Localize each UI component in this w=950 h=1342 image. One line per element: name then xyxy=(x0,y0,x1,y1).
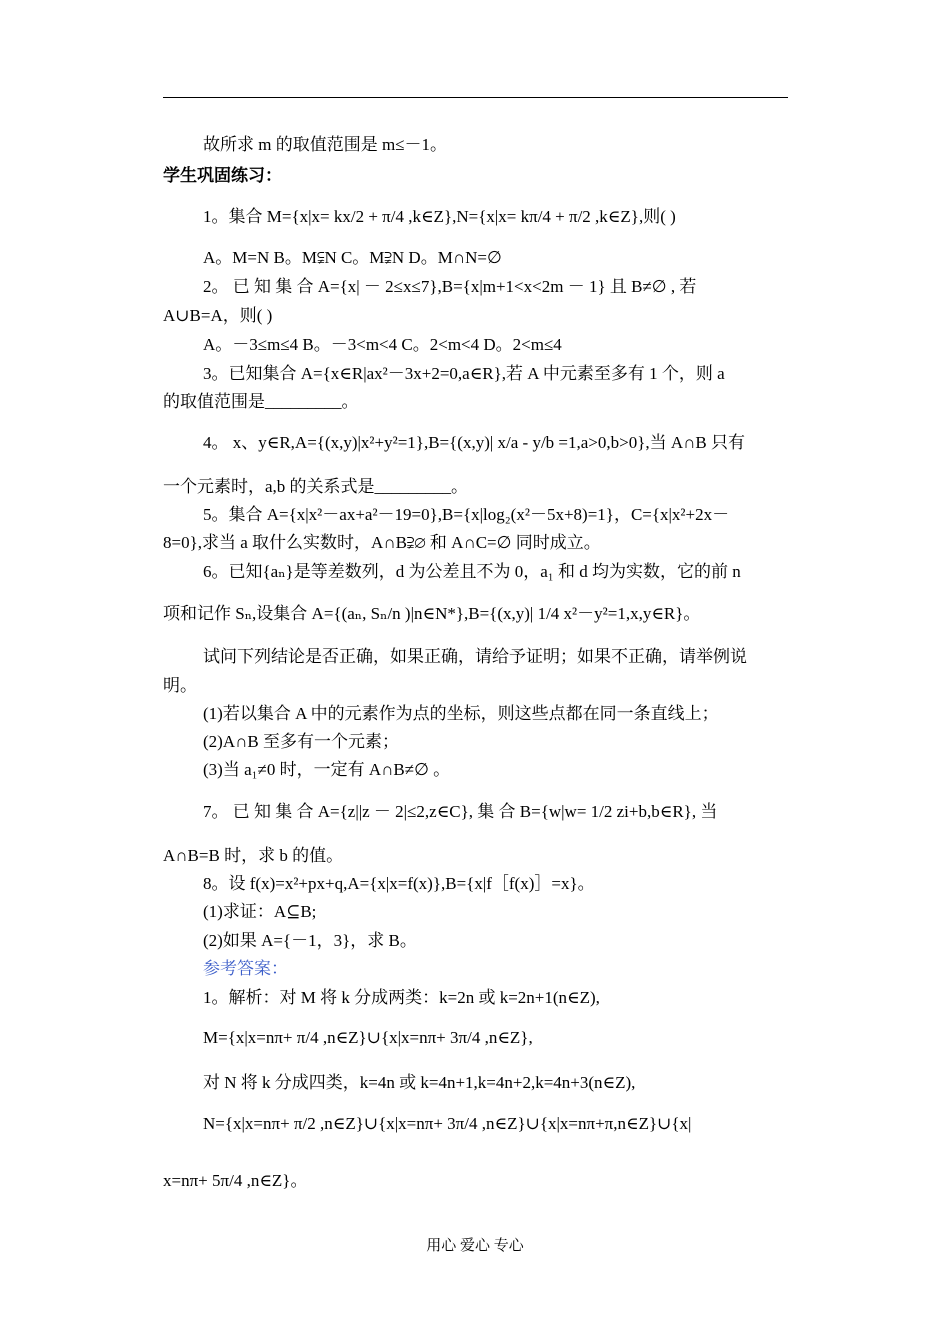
question-6-item-1: (1)若以集合 A 中的元素作为点的坐标，则这些点都在同一条直线上； xyxy=(203,704,719,723)
question-5-cont: 8=0},求当 a 取什么实数时，A∩B⫌∅ 和 A∩C=∅ 同时成立。 xyxy=(163,533,601,552)
question-5: 5。集合 A={x|x²－ax+a²－19=0},B={x|log₂(x²－5x+8)=1}，C={x|x²+2x－ xyxy=(203,505,730,524)
question-6-cont: 项和记作 Sₙ,设集合 A={(aₙ, Sₙ/n )|n∈N*},B={(x,y)| 1/4 x²－y²=1,x,y∈R}。 xyxy=(163,604,701,623)
question-7: 7。 已 知 集 合 A={z||z － 2|≤2,z∈C}, 集 合 B={w|w= 1/2 zi+b,b∈R}, 当 xyxy=(203,802,718,821)
answer-1-line-2: M={x|x=nπ+ π/4 ,n∈Z}∪{x|x=nπ+ 3π/4 ,n∈Z}, xyxy=(203,1028,533,1047)
question-3-cont: 的取值范围是_________。 xyxy=(163,392,359,411)
answer-1-line-5: x=nπ+ 5π/4 ,n∈Z}。 xyxy=(163,1171,308,1190)
question-7-cont: A∩B=B 时，求 b 的值。 xyxy=(163,846,344,865)
question-4: 4。 x、y∈R,A={(x,y)|x²+y²=1},B={(x,y)| x/a - y/b =1,a>0,b>0},当 A∩B 只有 xyxy=(203,433,746,452)
answer-1-line-4: N={x|x=nπ+ π/2 ,n∈Z}∪{x|x=nπ+ 3π/4 ,n∈Z}∪{x|x=nπ+π,n∈Z}∪{x| xyxy=(203,1114,692,1133)
answer-1: 1。解析：对 M 将 k 分成两类：k=2n 或 k=2n+1(n∈Z), xyxy=(203,988,600,1007)
question-6-item-3: (3)当 a₁≠0 时，一定有 A∩B≠∅ 。 xyxy=(203,760,451,779)
question-4-cont: 一个元素时，a,b 的关系式是_________。 xyxy=(163,477,469,496)
question-1-options: A。M=N B。M⫋N C。M⫌N D。M∩N=∅ xyxy=(203,248,502,267)
question-6-item-2: (2)A∩B 至多有一个元素； xyxy=(203,732,399,751)
question-6: 6。已知{aₙ}是等差数列，d 为公差且不为 0，a₁ 和 d 均为实数，它的前 n xyxy=(203,562,741,581)
answer-heading: 参考答案： xyxy=(203,959,288,978)
question-2-cont: A∪B=A，则( ) xyxy=(163,306,273,325)
header-rule xyxy=(163,97,788,98)
question-3: 3。已知集合 A={x∈R|ax²－3x+2=0,a∈R},若 A 中元素至多有 1 个，则 a xyxy=(203,364,725,383)
question-2-options: A。－3≤m≤4 B。－3<m<4 C。2<m<4 D。2<m≤4 xyxy=(203,335,562,354)
answer-1-line-3: 对 N 将 k 分成四类，k=4n 或 k=4n+1,k=4n+2,k=4n+3(n∈Z), xyxy=(203,1073,636,1092)
question-6-prompt-cont: 明。 xyxy=(163,676,197,695)
question-8-part-1: (1)求证：A⊆B; xyxy=(203,902,317,921)
question-6-prompt: 试问下列结论是否正确，如果正确，请给予证明；如果不正确，请举例说 xyxy=(203,647,747,666)
question-1: 1。集合 M={x|x= kx/2 + π/4 ,k∈Z},N={x|x= kπ/4 + π/2 ,k∈Z},则( ) xyxy=(203,207,676,226)
question-8-part-2: (2)如果 A={－1，3}，求 B。 xyxy=(203,931,417,950)
question-2: 2。 已 知 集 合 A={x| － 2≤x≤7},B={x|m+1<x<2m － 1} 且 B≠∅ , 若 xyxy=(203,277,697,296)
question-8: 8。设 f(x)=x²+px+q,A={x|x=f(x)},B={x|f［f(x)］=x}。 xyxy=(203,874,595,893)
text-line: 故所求 m 的取值范围是 m≤－1。 xyxy=(203,135,448,154)
page-footer: 用心 爱心 专心 xyxy=(426,1238,524,1254)
section-heading: 学生巩固练习： xyxy=(163,166,282,185)
